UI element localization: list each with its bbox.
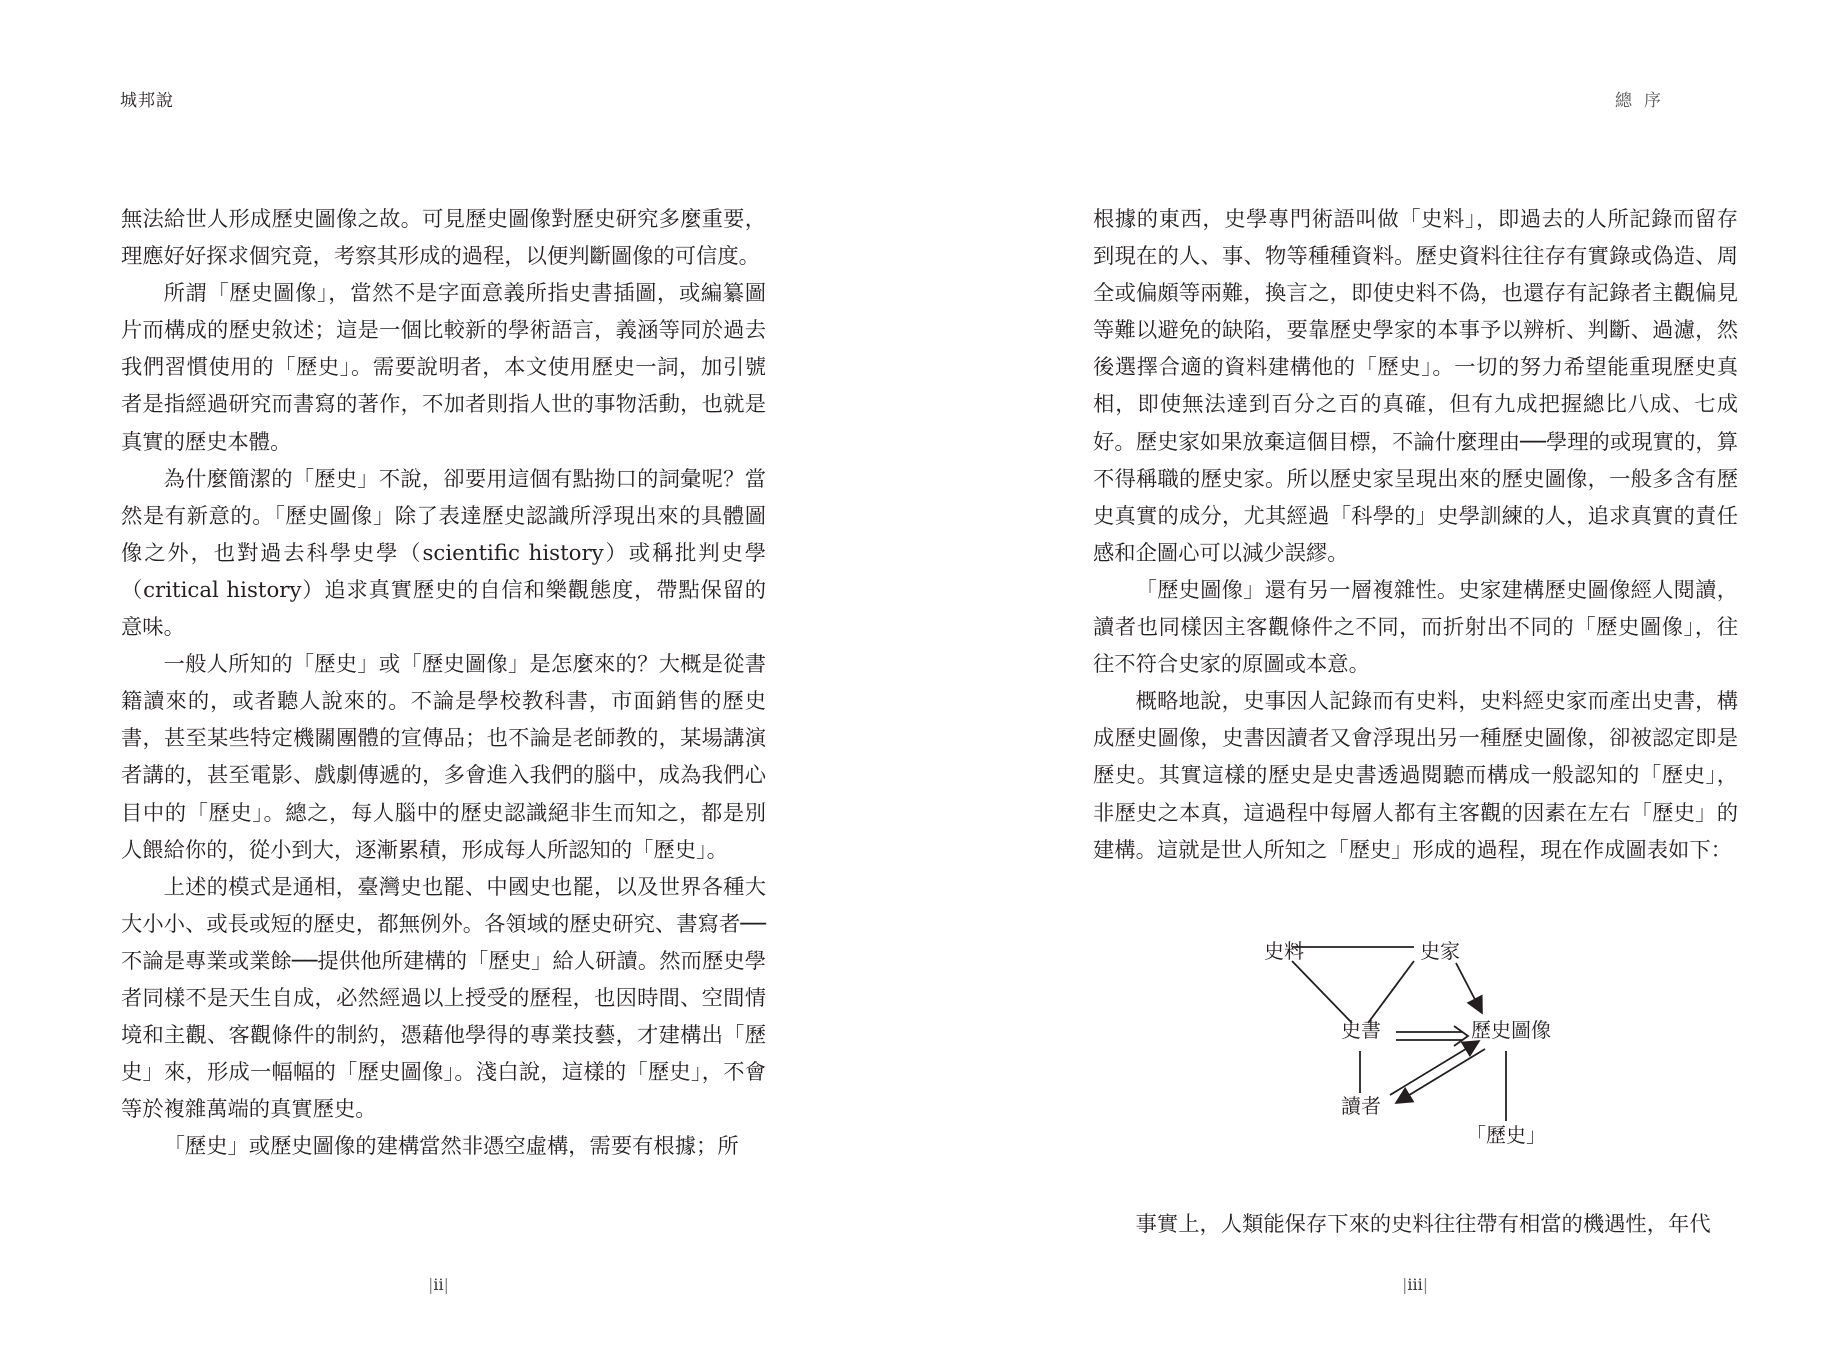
paragraph: 無法給世人形成歷史圖像之故。可見歷史圖像對歷史研究多麼重要，理應好好探求個究竟，考察其形成的過程，以便判斷圖像的可信度。 <box>121 207 766 270</box>
paragraph: 概略地說，史事因人記錄而有史料，史料經史家而產出史書，構成歷史圖像，史書因讀者又會浮現出另一種歷史圖像，卻被認定即是歷史。其實這樣的歷史是史書透過閱聽而構成一般認知的「歷史」，非歷史之本真，這過程中每層人都有主客觀的因素在左右「歷史」的建構。這就是世人所知之「歷史」形成的過程，現在作成圖表如下： <box>1093 689 1738 863</box>
folio-bar: | <box>1422 1275 1429 1294</box>
paragraph: 上述的模式是通相，臺灣史也罷、中國史也罷，以及世界各種大大小小、或長或短的歷史，都無例外。各領域的歷史研究、書寫者──不論是專業或業餘──提供他所建構的「歷史」給人研讀。然而歷史學者同樣不是天生自成，必然經過以上授受的歷程，也因時間、空間情境和主觀、客觀條件的制約，憑藉他學得的專業技藝，才建構出「歷史」來，形成一幅幅的「歷史圖像」。淺白說，這樣的「歷史」，不會等於複雜萬端的真實歷史。 <box>121 874 766 1123</box>
paragraph: 所謂「歷史圖像」，當然不是字面意義所指史書插圖，或編纂圖片而構成的歷史敘述；這是一個比較新的學術語言，義涵等同於過去我們習慣使用的「歷史」。需要說明者，本文使用歷史一詞，加引號者是指經過研究而書寫的著作，不加者則指人世的事物活動，也就是真實的歷史本體。 <box>121 281 766 455</box>
running-head-right: 總序 <box>1615 91 1673 111</box>
arrow-historian-image <box>1456 963 1482 1013</box>
history-formation-diagram <box>1224 923 1624 1183</box>
node-historical-sources: 史料 <box>1264 939 1304 963</box>
node-historical-image: 歷史圖像 <box>1471 1018 1551 1042</box>
paragraph: 「歷史圖像」還有另一層複雜性。史家建構歷史圖像經人閱讀，讀者也同樣因主客觀條件之不同，而折射出不同的「歷史圖像」，往往不符合史家的原圖或本意。 <box>1093 577 1738 678</box>
folio-bar: | <box>1402 1275 1408 1294</box>
node-reader: 讀者 <box>1341 1094 1381 1118</box>
folio-value: ii <box>433 1275 444 1294</box>
node-historian: 史家 <box>1420 939 1460 963</box>
paragraph: 「歷史」或歷史圖像的建構當然非憑空虛構，需要有根據；所 <box>163 1134 739 1160</box>
page-number-left <box>428 1275 449 1294</box>
page-number-right <box>1402 1275 1428 1294</box>
paragraph: 一般人所知的「歷史」或「歷史圖像」是怎麼來的？大概是從書籍讀來的，或者聽人說來的。不論是學校教科書，市面銷售的歷史書，甚至某些特定機關團體的宣傳品；也不論是老師教的，某場講演者講的，甚至電影、戲劇傳遞的，多會進入我們的腦中，成為我們心目中的「歷史」。總之，每人腦中的歷史認識絕非生而知之，都是別人餵給你的，從小到大，逐漸累積，形成每人所認知的「歷史」。 <box>121 652 766 863</box>
arrow-image-reader <box>1396 1049 1485 1103</box>
node-history: 「歷史」 <box>1466 1123 1546 1147</box>
paragraph: 為什麼簡潔的「歷史」不說，卻要用這個有點拗口的詞彙呢？當然是有新意的。「歷史圖像」除了表達歷史認識所浮現出來的具體圖像之外，也對過去科學史學（scientific history）或稱批判史學（critical history）追求真實歷史的自信和樂觀態度，帶點保留的意味。 <box>121 466 766 641</box>
node-history-book: 史書 <box>1341 1018 1381 1042</box>
paragraph: 事實上，人類能保存下來的史料往往帶有相當的機遇性，年代 <box>1135 1212 1711 1237</box>
closing-paragraph <box>1093 1206 1738 1243</box>
folio-value: iii <box>1407 1275 1423 1294</box>
arrow-reader-image <box>1390 1041 1479 1095</box>
left-page-body <box>121 201 766 1165</box>
paragraph: 根據的東西，史學專門術語叫做「史料」，即過去的人所記錄而留存到現在的人、事、物等種種資料。歷史資料往往存有實錄或偽造、周全或偏頗等兩難，換言之，即使史料不偽，也還存有記錄者主觀偏見等難以避免的缺陷，要靠歷史學家的本事予以辨析、判斷、過濾，然後選擇合適的資料建構他的「歷史」。一切的努力希望能重現歷史真相，即使無法達到百分之百的真確，但有九成把握總比八成、七成好。歷史家如果放棄這個目標，不論什麼理由──學理的或現實的，算不得稱職的歷史家。所以歷史家呈現出來的歷史圖像，一般多含有歷史真實的成分，尤其經過「科學的」史學訓練的人，追求真實的責任感和企圖心可以減少誤繆。 <box>1093 207 1738 566</box>
running-head-left: 城邦說 <box>120 91 174 111</box>
folio-bar: | <box>443 1275 450 1294</box>
folio-bar: | <box>428 1275 434 1294</box>
right-page <box>924 0 1848 1361</box>
right-page-body <box>1093 201 1738 869</box>
